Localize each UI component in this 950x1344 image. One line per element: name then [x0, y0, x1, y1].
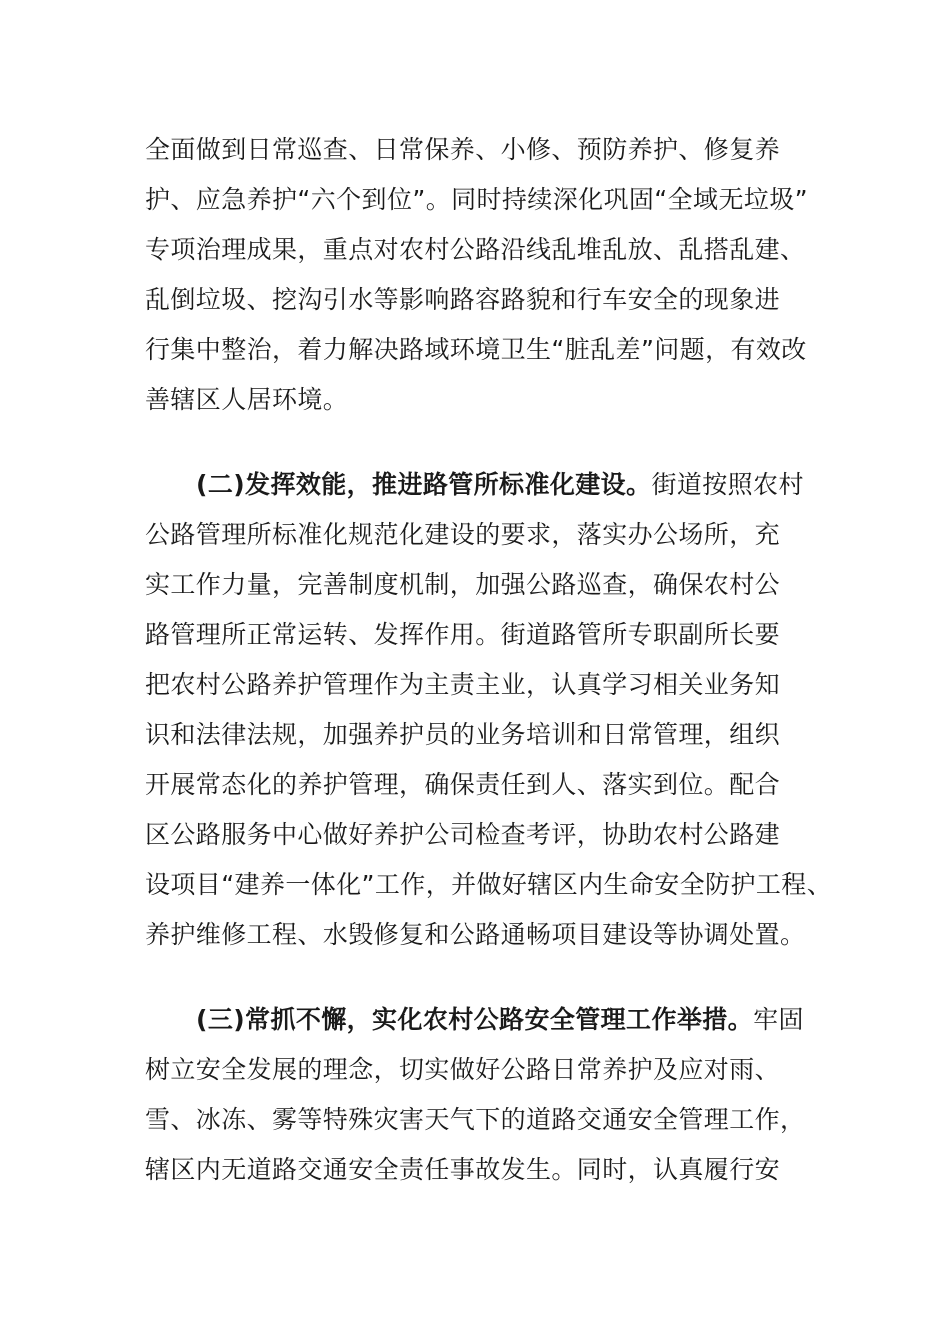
- paragraph-2-line-4: 路管理所正常运转、发挥作用。街道路管所专职副所长要: [145, 620, 781, 649]
- paragraph-2-line-10: 养护维修工程、水毁修复和公路通畅项目建设等协调处置。: [145, 920, 806, 949]
- paragraph-2-line-2: 公路管理所标准化规范化建设的要求，落实办公场所，充: [145, 520, 781, 549]
- paragraph-1-line-4: 乱倒垃圾、挖沟引水等影响路容路貌和行车安全的现象进: [145, 285, 781, 314]
- paragraph-1-line-6: 善辖区人居环境。: [145, 385, 349, 414]
- paragraph-2-line-7: 开展常态化的养护管理，确保责任到人、落实到位。配合: [145, 770, 781, 799]
- paragraph-1-line-5: 行集中整治，着力解决路域环境卫生“脏乱差”问题，有效改: [145, 335, 807, 364]
- paragraph-1-line-2: 护、应急养护“六个到位”。同时持续深化巩固“全域无垃圾”: [145, 185, 809, 214]
- paragraph-2-line-6: 识和法律法规，加强养护员的业务培训和日常管理，组织: [145, 720, 781, 749]
- paragraph-2-first-line-rest: 街道按照农村: [651, 470, 804, 499]
- paragraph-1-line-1: 全面做到日常巡查、日常保养、小修、预防养护、修复养: [145, 135, 781, 164]
- paragraph-3-line-4: 辖区内无道路交通安全责任事故发生。同时，认真履行安: [145, 1155, 781, 1184]
- paragraph-2-line-8: 区公路服务中心做好养护公司检查考评，协助农村公路建: [145, 820, 781, 849]
- paragraph-2-first-line: [196, 469, 804, 501]
- paragraph-2-heading: (二)发挥效能，推进路管所标准化建设。: [196, 470, 652, 499]
- paragraph-3-first-line-rest: 牢固: [753, 1005, 804, 1034]
- paragraph-3-line-3: 雪、冰冻、雾等特殊灾害天气下的道路交通安全管理工作，: [145, 1105, 806, 1134]
- paragraph-2-line-5: 把农村公路养护管理作为主责主业，认真学习相关业务知: [145, 670, 781, 699]
- paragraph-3-heading: (三)常抓不懈，实化农村公路安全管理工作举措。: [196, 1005, 754, 1034]
- paragraph-2-line-9: 设项目“建养一体化”工作，并做好辖区内生命安全防护工程、: [145, 870, 833, 899]
- paragraph-3-first-line: [196, 1004, 804, 1036]
- paragraph-3-line-2: 树立安全发展的理念，切实做好公路日常养护及应对雨、: [145, 1055, 781, 1084]
- paragraph-1-line-3: 专项治理成果，重点对农村公路沿线乱堆乱放、乱搭乱建、: [145, 235, 806, 264]
- paragraph-2-line-3: 实工作力量，完善制度机制，加强公路巡查，确保农村公: [145, 570, 781, 599]
